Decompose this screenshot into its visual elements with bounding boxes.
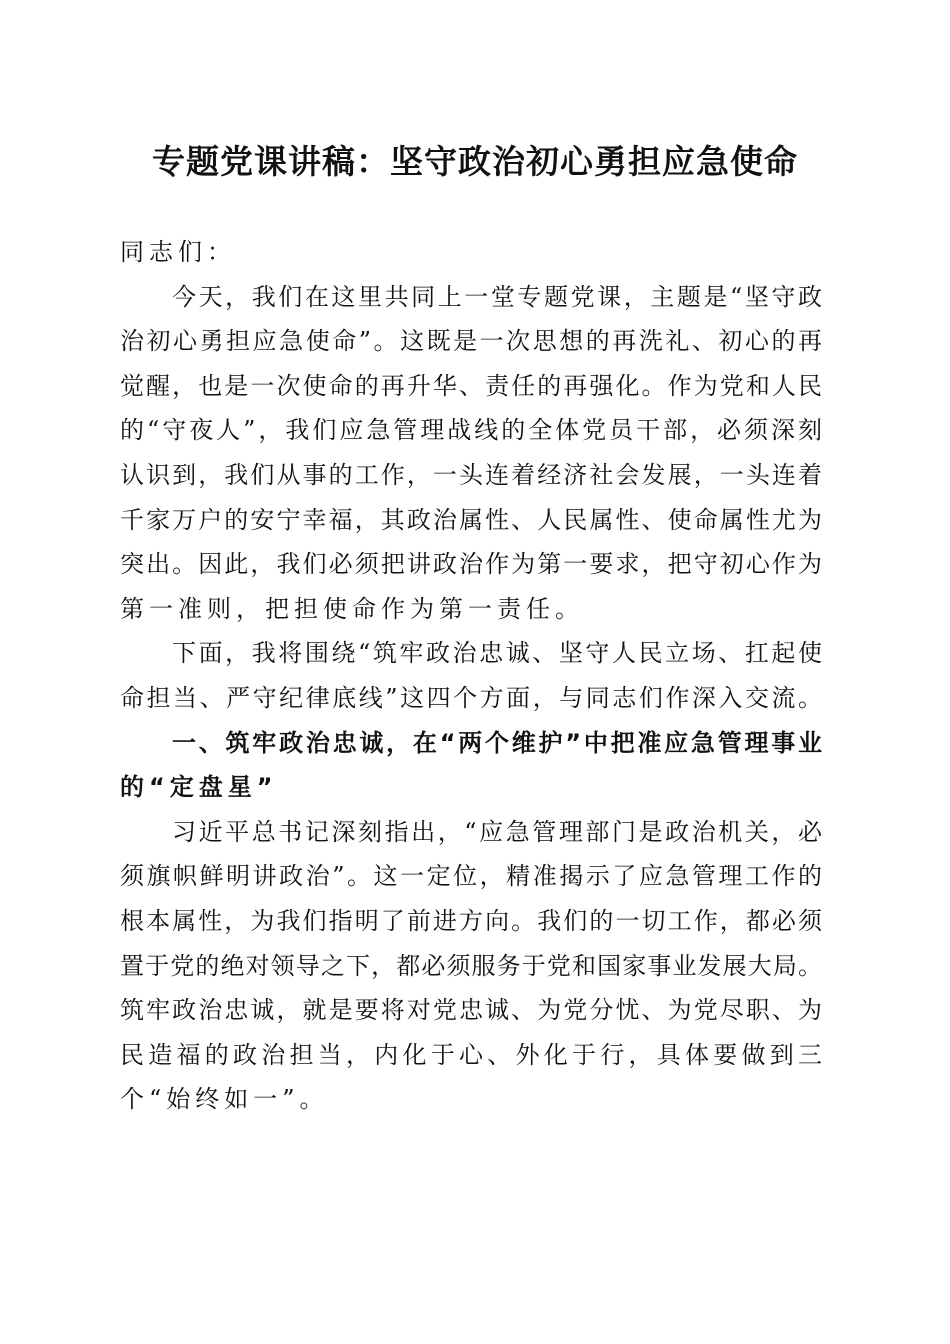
paragraph-line: 置于党的绝对领导之下，都必须服务于党和国家事业发展大局。 [120, 951, 822, 980]
paragraph-line: 筑牢政治忠诚，就是要将对党忠诚、为党分忧、为党尽职、为 [120, 996, 822, 1025]
paragraph-line: 民造福的政治担当，内化于心、外化于行，具体要做到三 [120, 1040, 822, 1069]
paragraph-line: 治初心勇担应急使命”。这既是一次思想的再洗礼、初心的再 [120, 327, 822, 356]
section-heading: 的“定盘星” [120, 773, 278, 802]
paragraph-line: 命担当、严守纪律底线”这四个方面，与同志们作深入交流。 [120, 683, 822, 712]
paragraph-line: 的“守夜人”，我们应急管理战线的全体党员干部，必须深刻 [120, 416, 822, 445]
document-body [120, 230, 822, 1122]
paragraph-line: 根本属性，为我们指明了前进方向。我们的一切工作，都必须 [120, 906, 822, 935]
paragraph-line: 习近平总书记深刻指出，“应急管理部门是政治机关，必 [172, 817, 822, 846]
paragraph-line: 下面，我将围绕“筑牢政治忠诚、坚守人民立场、扛起使 [172, 639, 822, 668]
section-heading: 一、筑牢政治忠诚，在“两个维护”中把准应急管理事业 [172, 728, 822, 757]
salutation: 同志们： [120, 238, 236, 266]
paragraph-line: 今天，我们在这里共同上一堂专题党课，主题是“坚守政 [172, 282, 822, 311]
document-title: 专题党课讲稿：坚守政治初心勇担应急使命 [152, 142, 798, 181]
paragraph-line: 突出。因此，我们必须把讲政治作为第一要求，把守初心作为 [120, 550, 822, 579]
paragraph-line: 觉醒，也是一次使命的再升华、责任的再强化。作为党和人民 [120, 371, 822, 400]
paragraph-line: 个“始终如一”。 [120, 1085, 329, 1114]
paragraph-line: 须旗帜鲜明讲政治”。这一定位，精准揭示了应急管理工作的 [120, 862, 822, 891]
paragraph-line: 千家万户的安宁幸福，其政治属性、人民属性、使命属性尤为 [120, 505, 822, 534]
paragraph-line: 认识到，我们从事的工作，一头连着经济社会发展，一头连着 [120, 460, 822, 489]
paragraph-line: 第一准则，把担使命作为第一责任。 [120, 594, 584, 623]
